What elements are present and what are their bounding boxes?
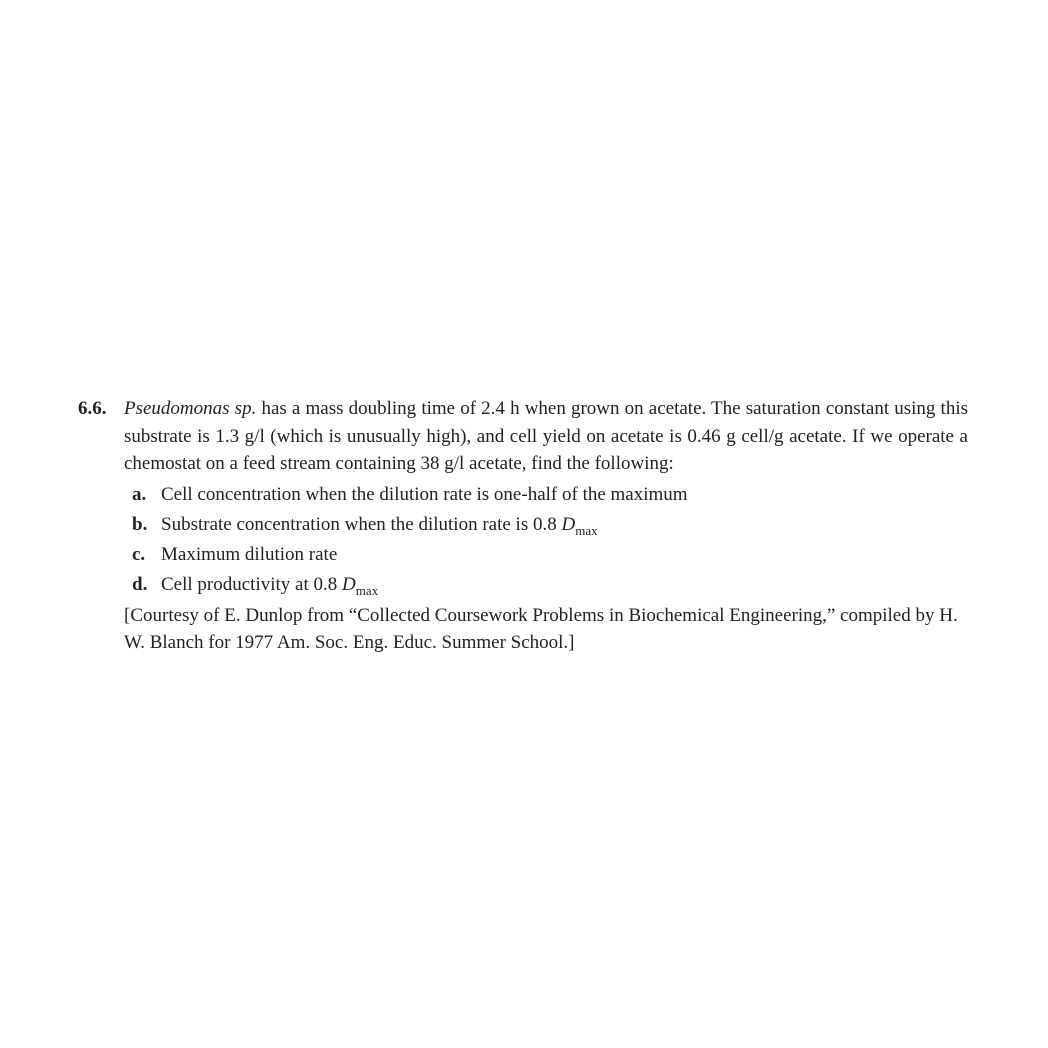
part-b-text: Substrate concentration when the dilution rate is 0.8: [161, 513, 562, 535]
problem-number: 6.6.: [78, 398, 107, 419]
problem-parts-list: [78, 480, 968, 600]
organism-name: Pseudomonas sp.: [124, 398, 257, 419]
source-credit: [Courtesy of E. Dunlop from “Collected Coursework Problems in Biochemical Engineering,” compiled by H. W. Blanch for 1977 Am. Soc. Eng. Educ. Summer School.]: [124, 604, 958, 653]
part-c-label: c.: [132, 543, 146, 565]
problem-statement: [124, 395, 968, 478]
part-c: [132, 540, 968, 570]
part-d-label: d.: [132, 573, 148, 595]
statement-text: has a mass doubling time of 2.4 h when grown on acetate. The saturation constant using this substrate is 1.3 g/l (which is unusually high), and cell yield on acetate is 0.46 g cell/g acetate. If we operate a chemostat on a feed stream containing 38 g/l acetate, find the following:: [124, 398, 968, 474]
part-a-text: Cell concentration when the dilution rate is one-half of the maximum: [161, 483, 688, 505]
part-d-text: Cell productivity at 0.8: [161, 573, 343, 595]
problem-6-6: [78, 395, 968, 657]
part-b-label: b.: [132, 513, 148, 535]
part-b: [132, 510, 968, 540]
problem-statement-block: [78, 395, 968, 478]
part-b-subscript: max: [575, 522, 598, 538]
part-d-subscript: max: [355, 582, 379, 598]
part-d-symbol: D: [342, 573, 356, 595]
part-a-label: a.: [132, 483, 147, 505]
part-b-symbol: D: [561, 513, 576, 535]
part-d: [132, 570, 968, 600]
part-a: [132, 480, 968, 510]
part-c-text: Maximum dilution rate: [161, 543, 338, 565]
